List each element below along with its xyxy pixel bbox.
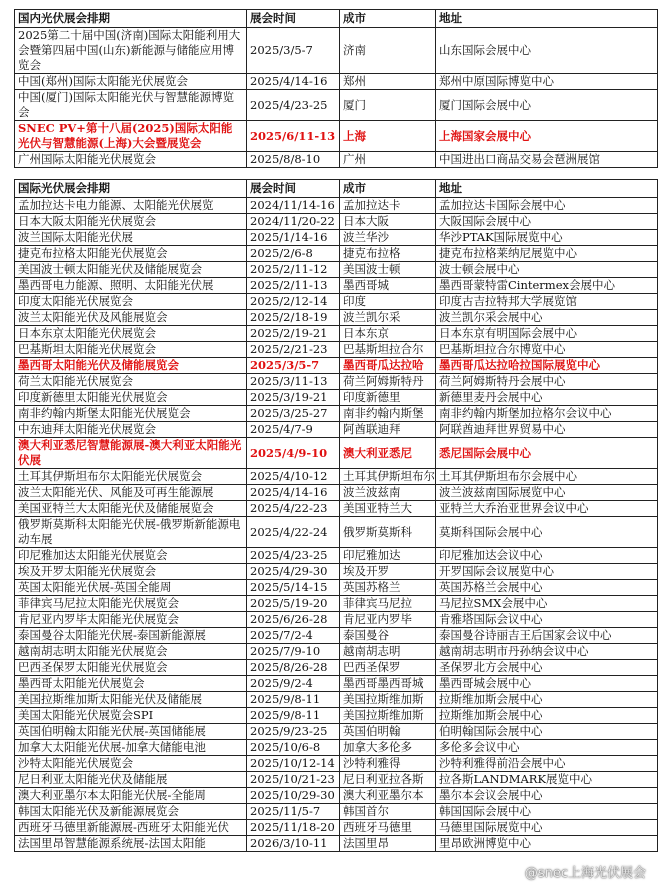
- cell-city: 沙特利雅得: [340, 756, 436, 772]
- cell-name: 沙特太阳能光伏展览会: [15, 756, 247, 772]
- cell-name: 土耳其伊斯坦布尔太阳能光伏展览会: [15, 469, 247, 485]
- cell-city: 厦门: [340, 90, 436, 121]
- table-separator: [14, 169, 657, 177]
- cell-name: 波兰太阳能光伏、风能及可再生能源展: [15, 485, 247, 501]
- cell-city: 印度: [340, 294, 436, 310]
- cell-date: 2025/9/23-25: [247, 724, 340, 740]
- cell-name: 墨西哥电力能源、照明、太阳能光伏展: [15, 278, 247, 294]
- cell-name: 澳大利亚悉尼智慧能源展-澳大利亚太阳能光伏展: [15, 438, 247, 469]
- cell-city: 埃及开罗: [340, 564, 436, 580]
- cell-name: 巴基斯坦太阳能光伏展览会: [15, 342, 247, 358]
- cell-date: 2025/6/11-13: [247, 121, 340, 152]
- table-row: [15, 152, 658, 168]
- cell-name: 尼日利亚太阳能光伏及储能展: [15, 772, 247, 788]
- cell-venue: 大阪国际会展中心: [436, 214, 658, 230]
- column-header: 国内光伏展会排期: [15, 10, 247, 28]
- cell-venue: 越南胡志明市丹孙纳会议中心: [436, 644, 658, 660]
- cell-name: 波兰太阳能光伏及风能展览会: [15, 310, 247, 326]
- cell-name: 日本东京太阳能光伏展览会: [15, 326, 247, 342]
- cell-city: 美国拉斯维加斯: [340, 692, 436, 708]
- cell-date: 2025/7/2-4: [247, 628, 340, 644]
- domestic-schedule-body: [15, 10, 658, 168]
- cell-name: 荷兰太阳能光伏展览会: [15, 374, 247, 390]
- cell-city: 泰国曼谷: [340, 628, 436, 644]
- table-row: [15, 374, 658, 390]
- cell-name: 中国(郑州)国际太阳能光伏展览会: [15, 74, 247, 90]
- cell-venue: 拉斯维加斯会展中心: [436, 692, 658, 708]
- table-row: [15, 485, 658, 501]
- cell-venue: 悉尼国际会展中心: [436, 438, 658, 469]
- cell-name: 俄罗斯莫斯科太阳能光伏展-俄罗斯新能源电动车展: [15, 517, 247, 548]
- table-row: [15, 246, 658, 262]
- table-row: [15, 692, 658, 708]
- cell-venue: 沙特利雅得前沿会展中心: [436, 756, 658, 772]
- cell-city: 济南: [340, 28, 436, 74]
- cell-venue: 墨尔本会议会展中心: [436, 788, 658, 804]
- table-row: [15, 342, 658, 358]
- table-row: [15, 724, 658, 740]
- table-row: [15, 262, 658, 278]
- cell-venue: 孟加拉达卡国际会展中心: [436, 198, 658, 214]
- cell-venue: 亚特兰大乔治亚世界会议中心: [436, 501, 658, 517]
- cell-venue: 拉斯维加斯会展中心: [436, 708, 658, 724]
- column-header: 成市: [340, 180, 436, 198]
- table-row: [15, 310, 658, 326]
- cell-city: 美国拉斯维加斯: [340, 708, 436, 724]
- cell-venue: 华沙PTAK国际展览中心: [436, 230, 658, 246]
- cell-venue: 巴基斯坦拉合尔博览中心: [436, 342, 658, 358]
- cell-venue: 墨西哥蒙特雷Cintermex会展中心: [436, 278, 658, 294]
- table-row: [15, 230, 658, 246]
- cell-date: 2025/2/11-13: [247, 278, 340, 294]
- cell-venue: 捷克布拉格莱纳尼展览中心: [436, 246, 658, 262]
- table-row: [15, 28, 658, 74]
- cell-date: 2025/10/12-14: [247, 756, 340, 772]
- cell-city: 日本大阪: [340, 214, 436, 230]
- table-row: [15, 517, 658, 548]
- table-row: [15, 121, 658, 152]
- cell-city: 越南胡志明: [340, 644, 436, 660]
- cell-date: 2025/3/5-7: [247, 358, 340, 374]
- cell-date: 2025/10/21-23: [247, 772, 340, 788]
- cell-venue: 厦门国际会展中心: [436, 90, 658, 121]
- cell-name: 巴西圣保罗太阳能光伏展览会: [15, 660, 247, 676]
- table-row: [15, 628, 658, 644]
- cell-venue: 南非约翰内斯堡加拉格尔会议中心: [436, 406, 658, 422]
- cell-date: 2025/4/14-16: [247, 74, 340, 90]
- table-row: [15, 438, 658, 469]
- cell-date: 2025/1/14-16: [247, 230, 340, 246]
- cell-name: 泰国曼谷太阳能光伏展-泰国新能源展: [15, 628, 247, 644]
- cell-name: 美国太阳能光伏展览会SPI: [15, 708, 247, 724]
- table-row: [15, 804, 658, 820]
- cell-name: 广州国际太阳能光伏展览会: [15, 152, 247, 168]
- column-header: 成市: [340, 10, 436, 28]
- cell-name: 日本大阪太阳能光伏展览会: [15, 214, 247, 230]
- cell-date: 2026/3/10-11: [247, 836, 340, 852]
- cell-date: 2025/10/29-30: [247, 788, 340, 804]
- table-row: [15, 469, 658, 485]
- cell-venue: 开罗国际会议展览中心: [436, 564, 658, 580]
- column-header: 展会时间: [247, 10, 340, 28]
- cell-name: 印尼雅加达太阳能光伏展览会: [15, 548, 247, 564]
- cell-name: 波兰国际太阳能光伏展: [15, 230, 247, 246]
- cell-name: 英国伯明翰太阳能光伏展-英国储能展: [15, 724, 247, 740]
- cell-venue: 印度古吉拉特邦大学展览馆: [436, 294, 658, 310]
- cell-city: 墨西哥城: [340, 278, 436, 294]
- cell-city: 捷克布拉格: [340, 246, 436, 262]
- table-row: [15, 278, 658, 294]
- cell-city: 郑州: [340, 74, 436, 90]
- cell-venue: 新德里麦丹会展中心: [436, 390, 658, 406]
- cell-date: 2025/3/25-27: [247, 406, 340, 422]
- cell-city: 墨西哥墨西哥城: [340, 676, 436, 692]
- cell-date: 2025/11/18-20: [247, 820, 340, 836]
- cell-name: 越南胡志明太阳能光伏展览会: [15, 644, 247, 660]
- cell-date: 2025/4/10-12: [247, 469, 340, 485]
- cell-name: 韩国太阳能光伏及新能源展览会: [15, 804, 247, 820]
- cell-city: 日本东京: [340, 326, 436, 342]
- cell-venue: 泰国曼谷诗丽吉王后国家会议中心: [436, 628, 658, 644]
- cell-venue: 土耳其伊斯坦布尔会展中心: [436, 469, 658, 485]
- cell-name: 加拿大太阳能光伏展-加拿大储能电池: [15, 740, 247, 756]
- cell-city: 法国里昂: [340, 836, 436, 852]
- cell-venue: 肯雅塔国际会议中心: [436, 612, 658, 628]
- table-row: [15, 708, 658, 724]
- cell-venue: 马尼拉SMX会展中心: [436, 596, 658, 612]
- cell-city: 英国苏格兰: [340, 580, 436, 596]
- cell-city: 巴基斯坦拉合尔: [340, 342, 436, 358]
- cell-city: 美国亚特兰大: [340, 501, 436, 517]
- cell-name: 英国太阳能光伏展-英国全能周: [15, 580, 247, 596]
- cell-date: 2025/4/22-24: [247, 517, 340, 548]
- cell-date: 2025/4/23-25: [247, 548, 340, 564]
- cell-venue: 里昂欧洲博览中心: [436, 836, 658, 852]
- cell-venue: 荷兰阿姆斯特丹会展中心: [436, 374, 658, 390]
- cell-venue: 拉各斯LANDMARK展览中心: [436, 772, 658, 788]
- cell-date: 2025/2/12-14: [247, 294, 340, 310]
- cell-city: 波兰波兹南: [340, 485, 436, 501]
- cell-date: 2025/2/6-8: [247, 246, 340, 262]
- cell-city: 韩国首尔: [340, 804, 436, 820]
- table-row: [15, 90, 658, 121]
- table-row: [15, 422, 658, 438]
- international-schedule-body: [15, 180, 658, 852]
- header-row: [15, 180, 658, 198]
- cell-city: 澳大利亚悉尼: [340, 438, 436, 469]
- cell-venue: 墨西哥瓜达拉哈拉国际展览中心: [436, 358, 658, 374]
- table-row: [15, 660, 658, 676]
- cell-date: 2025/8/26-28: [247, 660, 340, 676]
- table-row: [15, 836, 658, 852]
- cell-date: 2025/9/8-11: [247, 692, 340, 708]
- table-row: [15, 740, 658, 756]
- column-header: 地址: [436, 10, 658, 28]
- cell-name: 捷克布拉格太阳能光伏展览会: [15, 246, 247, 262]
- cell-date: 2025/9/2-4: [247, 676, 340, 692]
- cell-city: 印尼雅加达: [340, 548, 436, 564]
- table-row: [15, 198, 658, 214]
- table-row: [15, 596, 658, 612]
- cell-date: 2025/4/14-16: [247, 485, 340, 501]
- cell-venue: 波士顿会展中心: [436, 262, 658, 278]
- international-schedule-table: [14, 179, 658, 852]
- cell-city: 广州: [340, 152, 436, 168]
- header-row: [15, 10, 658, 28]
- cell-city: 西班牙马德里: [340, 820, 436, 836]
- cell-city: 波兰凯尔采: [340, 310, 436, 326]
- table-row: [15, 214, 658, 230]
- cell-city: 肯尼亚内罗毕: [340, 612, 436, 628]
- table-row: [15, 501, 658, 517]
- cell-venue: 马德里国际展览中心: [436, 820, 658, 836]
- cell-name: 2025第二十届中国(济南)国际太阳能利用大会暨第四届中国(山东)新能源与储能应用博览会: [15, 28, 247, 74]
- table-row: [15, 358, 658, 374]
- cell-venue: 莫斯科国际会展中心: [436, 517, 658, 548]
- cell-city: 英国伯明翰: [340, 724, 436, 740]
- cell-date: 2025/5/14-15: [247, 580, 340, 596]
- cell-date: 2024/11/14-16: [247, 198, 340, 214]
- cell-venue: 波兰波兹南国际展览中心: [436, 485, 658, 501]
- cell-date: 2025/4/7-9: [247, 422, 340, 438]
- cell-name: 印度太阳能光伏展览会: [15, 294, 247, 310]
- cell-city: 上海: [340, 121, 436, 152]
- cell-city: 波兰华沙: [340, 230, 436, 246]
- cell-city: 南非约翰内斯堡: [340, 406, 436, 422]
- cell-venue: 多伦多会议中心: [436, 740, 658, 756]
- cell-name: 埃及开罗太阳能光伏展览会: [15, 564, 247, 580]
- cell-city: 荷兰阿姆斯特丹: [340, 374, 436, 390]
- cell-venue: 郑州中原国际博览中心: [436, 74, 658, 90]
- cell-venue: 印尼雅加达会议中心: [436, 548, 658, 564]
- table-row: [15, 406, 658, 422]
- table-row: [15, 564, 658, 580]
- table-row: [15, 612, 658, 628]
- cell-name: 中东迪拜太阳能光伏展览会: [15, 422, 247, 438]
- table-row: [15, 74, 658, 90]
- cell-venue: 波兰凯尔采会展中心: [436, 310, 658, 326]
- cell-date: 2025/5/19-20: [247, 596, 340, 612]
- watermark-text: @snec上海光伏展会: [524, 866, 646, 881]
- cell-city: 阿酋联迪拜: [340, 422, 436, 438]
- table-row: [15, 820, 658, 836]
- cell-city: 土耳其伊斯坦布尔: [340, 469, 436, 485]
- cell-venue: 日本东京有明国际会展中心: [436, 326, 658, 342]
- cell-name: 墨西哥太阳能光伏及储能展览会: [15, 358, 247, 374]
- cell-venue: 英国苏格兰会展中心: [436, 580, 658, 596]
- column-header: 国际光伏展会排期: [15, 180, 247, 198]
- cell-city: 孟加拉达卡: [340, 198, 436, 214]
- cell-date: 2025/8/8-10: [247, 152, 340, 168]
- cell-date: 2025/3/11-13: [247, 374, 340, 390]
- cell-name: 法国里昂智慧能源系统展-法国太阳能: [15, 836, 247, 852]
- table-row: [15, 644, 658, 660]
- cell-name: 美国拉斯维加斯太阳能光伏及储能展: [15, 692, 247, 708]
- cell-venue: 圣保罗北方会展中心: [436, 660, 658, 676]
- cell-name: 西班牙马德里新能源展-西班牙太阳能光伏: [15, 820, 247, 836]
- cell-name: 墨西哥太阳能光伏展览会: [15, 676, 247, 692]
- cell-name: 菲律宾马尼拉太阳能光伏展览会: [15, 596, 247, 612]
- cell-city: 加拿大多伦多: [340, 740, 436, 756]
- cell-date: 2025/7/9-10: [247, 644, 340, 660]
- cell-venue: 伯明翰国际会展中心: [436, 724, 658, 740]
- table-row: [15, 772, 658, 788]
- cell-name: 中国(厦门)国际太阳能光伏与智慧能源博览会: [15, 90, 247, 121]
- cell-name: 美国亚特兰大太阳能光伏及储能展览会: [15, 501, 247, 517]
- cell-date: 2025/10/6-8: [247, 740, 340, 756]
- cell-date: 2025/2/11-12: [247, 262, 340, 278]
- cell-date: 2025/2/18-19: [247, 310, 340, 326]
- cell-venue: 韩国国际会展中心: [436, 804, 658, 820]
- column-header: 地址: [436, 180, 658, 198]
- cell-venue: 山东国际会展中心: [436, 28, 658, 74]
- cell-venue: 上海国家会展中心: [436, 121, 658, 152]
- cell-venue: 中国进出口商品交易会琶洲展馆: [436, 152, 658, 168]
- cell-date: 2025/3/5-7: [247, 28, 340, 74]
- cell-date: 2025/4/29-30: [247, 564, 340, 580]
- cell-venue: 墨西哥城会展中心: [436, 676, 658, 692]
- table-row: [15, 294, 658, 310]
- cell-city: 印度新德里: [340, 390, 436, 406]
- table-row: [15, 676, 658, 692]
- cell-city: 墨西哥瓜达拉哈: [340, 358, 436, 374]
- cell-city: 俄罗斯莫斯科: [340, 517, 436, 548]
- cell-date: 2025/3/19-21: [247, 390, 340, 406]
- cell-name: 美国波士顿太阳能光伏及储能展览会: [15, 262, 247, 278]
- cell-date: 2024/11/20-22: [247, 214, 340, 230]
- table-row: [15, 326, 658, 342]
- cell-date: 2025/4/9-10: [247, 438, 340, 469]
- cell-name: 南非约翰内斯堡太阳能光伏展览会: [15, 406, 247, 422]
- cell-name: 孟加拉达卡电力能源、太阳能光伏展览: [15, 198, 247, 214]
- column-header: 展会时间: [247, 180, 340, 198]
- table-row: [15, 390, 658, 406]
- cell-date: 2025/9/8-11: [247, 708, 340, 724]
- cell-venue: 阿联酋迪拜世界贸易中心: [436, 422, 658, 438]
- cell-city: 菲律宾马尼拉: [340, 596, 436, 612]
- cell-city: 尼日利亚拉各斯: [340, 772, 436, 788]
- cell-city: 巴西圣保罗: [340, 660, 436, 676]
- table-row: [15, 788, 658, 804]
- cell-city: 澳大利亚墨尔本: [340, 788, 436, 804]
- cell-name: SNEC PV+第十八届(2025)国际太阳能光伏与智慧能源(上海)大会暨展览会: [15, 121, 247, 152]
- cell-date: 2025/4/22-23: [247, 501, 340, 517]
- cell-date: 2025/11/5-7: [247, 804, 340, 820]
- cell-name: 肯尼亚内罗毕太阳能光伏展览会: [15, 612, 247, 628]
- cell-date: 2025/2/19-21: [247, 326, 340, 342]
- cell-name: 澳大利亚墨尔本太阳能光伏展-全能周: [15, 788, 247, 804]
- cell-date: 2025/6/26-28: [247, 612, 340, 628]
- domestic-schedule-table: [14, 9, 658, 168]
- cell-date: 2025/2/21-23: [247, 342, 340, 358]
- cell-date: 2025/4/23-25: [247, 90, 340, 121]
- table-row: [15, 580, 658, 596]
- cell-city: 美国波士顿: [340, 262, 436, 278]
- table-row: [15, 756, 658, 772]
- table-row: [15, 548, 658, 564]
- cell-name: 印度新德里太阳能光伏展览会: [15, 390, 247, 406]
